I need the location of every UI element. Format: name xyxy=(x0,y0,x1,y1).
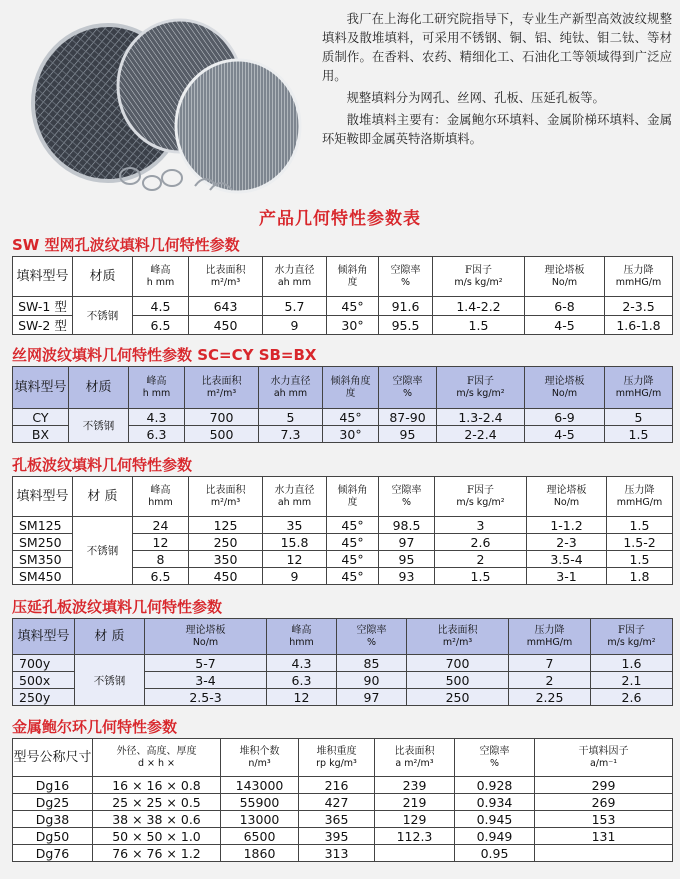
value-cell: 95 xyxy=(379,426,437,443)
value-cell: 3.5-4 xyxy=(527,551,607,568)
column-header: 材 质 xyxy=(75,619,145,655)
model-cell: Dg16 xyxy=(13,777,93,794)
value-cell: 1860 xyxy=(221,845,299,862)
value-cell: 2.6 xyxy=(591,689,673,706)
column-header: 压力降 mmHG/m xyxy=(605,367,673,409)
column-header: 比表面积 m²/m³ xyxy=(189,477,263,517)
table-row xyxy=(13,517,673,534)
value-cell: 1.5 xyxy=(435,568,527,585)
value-cell: 0.928 xyxy=(455,777,535,794)
value-cell: 313 xyxy=(299,845,375,862)
value-cell: 239 xyxy=(375,777,455,794)
value-cell: 5 xyxy=(259,409,323,426)
value-cell: 8 xyxy=(133,551,189,568)
column-header: 水力直径 ah mm xyxy=(259,367,323,409)
table-row xyxy=(13,794,673,811)
column-header: 倾斜角 度 xyxy=(327,477,379,517)
value-cell: 1.5 xyxy=(607,517,673,534)
column-header: 压力降 mmHG/m xyxy=(605,257,673,297)
model-cell: BX xyxy=(13,426,69,443)
value-cell: 0.95 xyxy=(455,845,535,862)
value-cell: 55900 xyxy=(221,794,299,811)
table-y xyxy=(12,618,673,706)
value-cell: 2-2.4 xyxy=(437,426,525,443)
value-cell: 5-7 xyxy=(145,655,267,672)
column-header: 峰高 hmm xyxy=(133,477,189,517)
value-cell: 87-90 xyxy=(379,409,437,426)
value-cell: 25 × 25 × 0.5 xyxy=(93,794,221,811)
value-cell: 1.4-2.2 xyxy=(433,297,525,316)
value-cell: 365 xyxy=(299,811,375,828)
intro-paragraph-2: 规整填料分为网孔、丝网、孔板、压延孔板等。 xyxy=(346,91,605,105)
column-header: 空隙率 % xyxy=(455,739,535,777)
column-header: 材 质 xyxy=(73,477,133,517)
value-cell: 0.949 xyxy=(455,828,535,845)
packing-photo xyxy=(20,8,320,198)
value-cell: 4-5 xyxy=(525,426,605,443)
column-header: 外径、高度、厚度 d × h × xyxy=(93,739,221,777)
value-cell: 3-1 xyxy=(527,568,607,585)
value-cell: 700 xyxy=(185,409,259,426)
value-cell: 2.5-3 xyxy=(145,689,267,706)
table-sw xyxy=(12,256,673,335)
value-cell: 250 xyxy=(189,534,263,551)
table-row xyxy=(13,828,673,845)
column-header: 堆积重度 rp kg/m³ xyxy=(299,739,375,777)
value-cell: 6.3 xyxy=(267,672,337,689)
value-cell: 35 xyxy=(263,517,327,534)
value-cell: 9 xyxy=(263,316,327,335)
main-title: 产品几何特性参数表 xyxy=(259,209,421,229)
value-cell: 30° xyxy=(323,426,379,443)
value-cell: 216 xyxy=(299,777,375,794)
value-cell: 12 xyxy=(263,551,327,568)
model-cell: SM125 xyxy=(13,517,73,534)
value-cell: 45° xyxy=(323,409,379,426)
value-cell: 30° xyxy=(327,316,379,335)
table-row xyxy=(13,811,673,828)
value-cell: 45° xyxy=(327,534,379,551)
model-cell: Dg25 xyxy=(13,794,93,811)
value-cell: 153 xyxy=(535,811,673,828)
model-cell: SW-2 型 xyxy=(13,316,73,335)
value-cell: 269 xyxy=(535,794,673,811)
section-title-y: 压延孔板波纹填料几何特性参数 xyxy=(12,598,223,616)
value-cell: 350 xyxy=(189,551,263,568)
value-cell: 13000 xyxy=(221,811,299,828)
value-cell xyxy=(375,845,455,862)
value-cell xyxy=(535,845,673,862)
value-cell: 3-4 xyxy=(145,672,267,689)
column-header: 理论塔板 No/m xyxy=(145,619,267,655)
column-header: 填料型号 xyxy=(13,477,73,517)
intro-text xyxy=(322,10,672,152)
value-cell: 4.3 xyxy=(129,409,185,426)
model-cell: 700y xyxy=(13,655,75,672)
value-cell: 95.5 xyxy=(379,316,433,335)
value-cell: 2 xyxy=(509,672,591,689)
model-cell: CY xyxy=(13,409,69,426)
value-cell: 7.3 xyxy=(259,426,323,443)
value-cell: 45° xyxy=(327,297,379,316)
value-cell: 700 xyxy=(407,655,509,672)
value-cell: 2-3 xyxy=(527,534,607,551)
value-cell: 129 xyxy=(375,811,455,828)
value-cell: 7 xyxy=(509,655,591,672)
value-cell: 24 xyxy=(133,517,189,534)
value-cell: 4.3 xyxy=(267,655,337,672)
table-header-row xyxy=(13,477,673,517)
table-sm xyxy=(12,476,673,585)
value-cell: 219 xyxy=(375,794,455,811)
value-cell: 98.5 xyxy=(379,517,435,534)
value-cell: 45° xyxy=(327,517,379,534)
value-cell: 250 xyxy=(407,689,509,706)
value-cell: 45° xyxy=(327,551,379,568)
value-cell: 299 xyxy=(535,777,673,794)
column-header: F因子 m/s kg/m² xyxy=(591,619,673,655)
value-cell: 6-9 xyxy=(525,409,605,426)
table-header-row xyxy=(13,367,673,409)
model-cell: SM250 xyxy=(13,534,73,551)
value-cell: 2 xyxy=(435,551,527,568)
column-header: 理论塔板 No/m xyxy=(525,367,605,409)
value-cell: 16 × 16 × 0.8 xyxy=(93,777,221,794)
table-header-row xyxy=(13,257,673,297)
table-ring xyxy=(12,738,673,862)
value-cell: 5 xyxy=(605,409,673,426)
column-header: 峰高 hmm xyxy=(267,619,337,655)
table-row xyxy=(13,297,673,316)
model-cell: SM450 xyxy=(13,568,73,585)
value-cell: 6500 xyxy=(221,828,299,845)
value-cell: 97 xyxy=(337,689,407,706)
column-header: 比表面积 m²/m³ xyxy=(407,619,509,655)
value-cell: 9 xyxy=(263,568,327,585)
column-header: 型号公称尺寸 xyxy=(13,739,93,777)
value-cell: 2.6 xyxy=(435,534,527,551)
column-header: 比表面积 m²/m³ xyxy=(185,367,259,409)
value-cell: 91.6 xyxy=(379,297,433,316)
value-cell: 131 xyxy=(535,828,673,845)
material-cell: 不锈钢 xyxy=(73,297,133,335)
value-cell: 12 xyxy=(267,689,337,706)
table-row xyxy=(13,777,673,794)
column-header: 空隙率 % xyxy=(379,477,435,517)
column-header: 峰高 h mm xyxy=(129,367,185,409)
value-cell: 6.3 xyxy=(129,426,185,443)
value-cell: 93 xyxy=(379,568,435,585)
table-header-row xyxy=(13,619,673,655)
value-cell: 6.5 xyxy=(133,568,189,585)
table-cy xyxy=(12,366,673,443)
value-cell: 0.945 xyxy=(455,811,535,828)
value-cell: 12 xyxy=(133,534,189,551)
value-cell: 1.8 xyxy=(607,568,673,585)
model-cell: Dg76 xyxy=(13,845,93,862)
value-cell: 2.25 xyxy=(509,689,591,706)
value-cell: 4.5 xyxy=(133,297,189,316)
value-cell: 500 xyxy=(407,672,509,689)
column-header: 倾斜角 度 xyxy=(327,257,379,297)
value-cell: 1.6 xyxy=(591,655,673,672)
column-header: 空隙率 % xyxy=(379,367,437,409)
value-cell: 50 × 50 × 1.0 xyxy=(93,828,221,845)
column-header: 空隙率 % xyxy=(379,257,433,297)
section-title-sw: SW 型网孔波纹填料几何特性参数 xyxy=(12,236,240,254)
model-cell: Dg50 xyxy=(13,828,93,845)
column-header: 堆积个数 n/m³ xyxy=(221,739,299,777)
material-cell: 不锈钢 xyxy=(73,517,133,585)
value-cell: 6.5 xyxy=(133,316,189,335)
column-header: 干填料因子 a/m⁻¹ xyxy=(535,739,673,777)
value-cell: 500 xyxy=(185,426,259,443)
section-title-cy: 丝网波纹填料几何特性参数 SC=CY SB=BX xyxy=(12,346,317,364)
column-header: 填料型号 xyxy=(13,619,75,655)
intro-area xyxy=(0,0,680,200)
table-row xyxy=(13,409,673,426)
value-cell: 427 xyxy=(299,794,375,811)
value-cell: 2-3.5 xyxy=(605,297,673,316)
value-cell: 85 xyxy=(337,655,407,672)
value-cell: 1-1.2 xyxy=(527,517,607,534)
column-header: F因子 m/s kg/m² xyxy=(435,477,527,517)
intro-paragraph-3: 散堆填料主要有：金属鲍尔环填料、金属阶梯环填料、金属环矩鞍即金属英特洛斯填料。 xyxy=(322,113,672,146)
table-row xyxy=(13,845,673,862)
column-header: 比表面积 m²/m³ xyxy=(189,257,263,297)
column-header: 水力直径 ah mm xyxy=(263,477,327,517)
column-header: 理论塔板 No/m xyxy=(525,257,605,297)
value-cell: 1.5 xyxy=(605,426,673,443)
value-cell: 450 xyxy=(189,316,263,335)
model-cell: 250y xyxy=(13,689,75,706)
model-cell: Dg38 xyxy=(13,811,93,828)
column-header: 材质 xyxy=(69,367,129,409)
value-cell: 1.5 xyxy=(433,316,525,335)
value-cell: 395 xyxy=(299,828,375,845)
column-header: 填料型号 xyxy=(13,367,69,409)
value-cell: 450 xyxy=(189,568,263,585)
value-cell: 38 × 38 × 0.6 xyxy=(93,811,221,828)
intro-paragraph-1: 我厂在上海化工研究院指导下，专业生产新型高效波纹规整填料及散堆填料，可采用不锈钢、铜、铝、纯钛、钼二钛、等材质制作。在香料、农药、精细化工、石油化工等领域得到广泛应用。 xyxy=(322,12,672,83)
model-cell: 500x xyxy=(13,672,75,689)
column-header: 压力降 mmHG/m xyxy=(509,619,591,655)
value-cell: 97 xyxy=(379,534,435,551)
value-cell: 112.3 xyxy=(375,828,455,845)
value-cell: 0.934 xyxy=(455,794,535,811)
material-cell: 不锈钢 xyxy=(69,409,129,443)
section-title-ring: 金属鲍尔环几何特性参数 xyxy=(12,718,178,736)
value-cell: 95 xyxy=(379,551,435,568)
value-cell: 1.3-2.4 xyxy=(437,409,525,426)
material-cell: 不锈钢 xyxy=(75,655,145,706)
section-title-sm: 孔板波纹填料几何特性参数 xyxy=(12,456,193,474)
value-cell: 90 xyxy=(337,672,407,689)
column-header: F因子 m/s kg/m² xyxy=(437,367,525,409)
column-header: 比表面积 a m²/m³ xyxy=(375,739,455,777)
column-header: 理论塔板 No/m xyxy=(527,477,607,517)
value-cell: 5.7 xyxy=(263,297,327,316)
column-header: 压力降 mmHG/m xyxy=(607,477,673,517)
value-cell: 3 xyxy=(435,517,527,534)
column-header: 水力直径 ah mm xyxy=(263,257,327,297)
value-cell: 45° xyxy=(327,568,379,585)
value-cell: 125 xyxy=(189,517,263,534)
model-cell: SM350 xyxy=(13,551,73,568)
value-cell: 4-5 xyxy=(525,316,605,335)
table-row xyxy=(13,655,673,672)
column-header: 空隙率 % xyxy=(337,619,407,655)
table-header-row xyxy=(13,739,673,777)
model-cell: SW-1 型 xyxy=(13,297,73,316)
value-cell: 643 xyxy=(189,297,263,316)
value-cell: 143000 xyxy=(221,777,299,794)
value-cell: 2.1 xyxy=(591,672,673,689)
value-cell: 1.5 xyxy=(607,551,673,568)
value-cell: 6-8 xyxy=(525,297,605,316)
value-cell: 1.6-1.8 xyxy=(605,316,673,335)
value-cell: 1.5-2 xyxy=(607,534,673,551)
column-header: 峰高 h mm xyxy=(133,257,189,297)
column-header: 倾斜角度 度 xyxy=(323,367,379,409)
value-cell: 15.8 xyxy=(263,534,327,551)
column-header: F因子 m/s kg/m² xyxy=(433,257,525,297)
value-cell: 76 × 76 × 1.2 xyxy=(93,845,221,862)
column-header: 材质 xyxy=(73,257,133,297)
column-header: 填料型号 xyxy=(13,257,73,297)
